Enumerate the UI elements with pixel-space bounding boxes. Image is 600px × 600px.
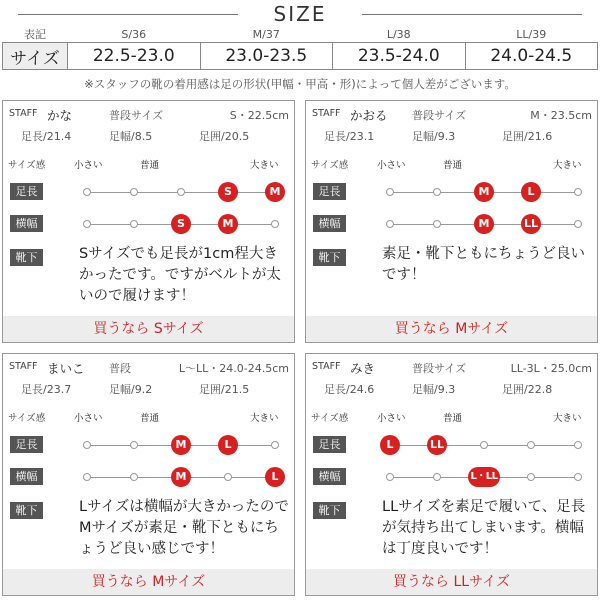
- fit-mark: M: [171, 467, 191, 487]
- usual-size-label: 普段サイズ: [412, 109, 467, 122]
- usual-size-label: 普段サイズ: [412, 362, 467, 375]
- scale-dot: [527, 441, 535, 449]
- staff-comment: Sサイズでも足長が1cm程大きかったです。ですがベルトが太いので履けます！: [79, 246, 281, 304]
- fit-mark: M: [218, 214, 238, 234]
- fit-note: ※スタッフの靴の着用感は足の形状(甲幅・甲高・形)によって個人差がございます。: [84, 77, 516, 91]
- row-label-width: 横幅: [10, 215, 43, 232]
- scale-dot: [130, 441, 138, 449]
- row-label-socks: 靴下: [10, 502, 43, 519]
- fit-mark: LL: [521, 214, 541, 234]
- purchase-verdict: 買うなら LLサイズ: [306, 569, 597, 595]
- fit-mark: L: [265, 467, 285, 487]
- staff-label: STAFF: [312, 361, 341, 372]
- scale-dot: [271, 220, 279, 228]
- usual-size-value: M・23.5cm: [530, 109, 592, 122]
- row-label-length: 足長: [313, 183, 346, 200]
- usual-size-label: 普段サイズ: [109, 109, 164, 122]
- fit-scale-small: 小さい: [377, 413, 406, 424]
- row-label-length: 足長: [313, 436, 346, 453]
- fit-scale-small: 小さい: [74, 413, 103, 424]
- usual-size-value: L〜LL・24.0-24.5cm: [178, 362, 289, 375]
- fit-scale-large: 大きい: [250, 413, 279, 424]
- scale-dot: [83, 441, 91, 449]
- length-fit-track: [87, 438, 275, 451]
- fit-mark: L: [380, 435, 400, 455]
- fit-mark: L・LL: [468, 467, 500, 487]
- staff-header: [312, 360, 592, 374]
- scale-dot: [177, 188, 185, 196]
- fit-mark: S: [218, 182, 238, 202]
- fit-mark: L: [218, 435, 238, 455]
- length-fit-track: [386, 438, 578, 451]
- size-label: LL/39: [465, 26, 598, 43]
- staff-comment: Lサイズは横幅が大きかったのでMサイズが素足・靴下ともにちょうど良い感じです！: [79, 499, 289, 557]
- fit-scale-label: サイズ感: [311, 160, 349, 171]
- row-label-socks: 靴下: [313, 249, 346, 266]
- scale-dot: [386, 220, 394, 228]
- foot-measurements: [312, 128, 592, 142]
- fit-scale-large: 大きい: [553, 413, 582, 424]
- staff-card: [305, 353, 598, 596]
- size-title: SIZE: [0, 2, 600, 26]
- fit-scale-normal: 普通: [443, 160, 463, 171]
- staff-header: [9, 107, 289, 121]
- fit-scale-large: 大きい: [250, 160, 279, 171]
- staff-label: STAFF: [9, 108, 38, 119]
- staff-label: STAFF: [9, 361, 38, 372]
- scale-dot: [83, 473, 91, 481]
- scale-dot: [224, 473, 232, 481]
- foot-width: 足幅/9.2: [109, 383, 153, 396]
- purchase-verdict: 買うなら Mサイズ: [306, 316, 597, 342]
- size-label: L/38: [333, 26, 466, 43]
- foot-girth: 足囲/22.8: [502, 383, 553, 396]
- foot-girth: 足囲/21.6: [502, 130, 553, 143]
- size-table-value-row: [3, 43, 598, 70]
- fit-scale-header: [8, 410, 293, 424]
- foot-girth: 足囲/21.5: [199, 383, 250, 396]
- size-range: 23.0-23.5: [200, 43, 333, 70]
- usual-size-value: S・22.5cm: [229, 109, 289, 122]
- fit-scale-label: サイズ感: [311, 413, 349, 424]
- foot-measurements: [9, 381, 289, 395]
- fit-mark: S: [171, 214, 191, 234]
- scale-dot: [386, 188, 394, 196]
- scale-dot: [130, 220, 138, 228]
- row-label-width: 横幅: [10, 468, 43, 485]
- fit-scale-normal: 普通: [140, 413, 160, 424]
- fit-mark: M: [171, 435, 191, 455]
- fit-mark: M: [474, 182, 494, 202]
- row-label-length: 足長: [10, 183, 43, 200]
- staff-header: [312, 107, 592, 121]
- foot-length: 足長/23.7: [21, 383, 72, 396]
- scale-dot: [433, 220, 441, 228]
- fit-scale-normal: 普通: [140, 160, 160, 171]
- scale-dot: [130, 188, 138, 196]
- fit-scale-header: [311, 157, 596, 171]
- scale-dot: [83, 188, 91, 196]
- staff-name: みき: [350, 361, 376, 376]
- staff-comment: 素足・靴下ともにちょうど良いです！: [382, 246, 585, 283]
- fit-mark: L: [521, 182, 541, 202]
- size-label: S/36: [68, 26, 201, 43]
- length-fit-track: [87, 185, 281, 198]
- foot-width: 足幅/8.5: [109, 130, 153, 143]
- length-fit-track: [390, 185, 578, 198]
- scale-dot: [574, 188, 582, 196]
- scale-dot: [130, 473, 138, 481]
- row-label-width: 横幅: [313, 468, 346, 485]
- scale-dot: [83, 220, 91, 228]
- size-table-header-label: 表記: [3, 26, 68, 43]
- scale-dot: [480, 441, 488, 449]
- scale-dot: [574, 220, 582, 228]
- foot-width: 足幅/9.3: [412, 383, 456, 396]
- fit-mark: M: [474, 214, 494, 234]
- fit-scale-header: [8, 157, 293, 171]
- purchase-verdict: 買うなら Mサイズ: [3, 569, 294, 595]
- fit-scale-small: 小さい: [377, 160, 406, 171]
- fit-scale-large: 大きい: [553, 160, 582, 171]
- staff-comment: LLサイズを素足で履いて、足長が気持ち出てしまいます。横幅は丁度良いです！: [382, 499, 586, 557]
- staff-name: かおる: [350, 108, 388, 123]
- staff-header: [9, 360, 289, 374]
- row-label-socks: 靴下: [313, 502, 346, 519]
- fit-scale-normal: 普通: [443, 413, 463, 424]
- width-fit-track: [87, 470, 279, 483]
- usual-size-value: LL-3L・25.0cm: [510, 362, 592, 375]
- foot-measurements: [312, 381, 592, 395]
- foot-girth: 足囲/20.5: [199, 130, 250, 143]
- scale-dot: [386, 473, 394, 481]
- staff-name: かな: [47, 108, 73, 123]
- row-label-width: 横幅: [313, 215, 346, 232]
- row-label-length: 足長: [10, 436, 43, 453]
- width-fit-track: [390, 217, 578, 230]
- scale-dot: [433, 188, 441, 196]
- staff-card: [2, 100, 295, 343]
- purchase-verdict: 買うなら Sサイズ: [3, 316, 294, 342]
- size-range: 22.5-23.0: [68, 43, 201, 70]
- foot-width: 足幅/9.3: [412, 130, 456, 143]
- size-range: 24.0-24.5: [465, 43, 598, 70]
- fit-scale-label: サイズ感: [8, 160, 46, 171]
- fit-mark: M: [265, 182, 285, 202]
- staff-name: まいこ: [47, 361, 85, 376]
- usual-size-label: 普段: [109, 362, 131, 375]
- width-fit-track: [87, 217, 275, 230]
- fit-mark: LL: [427, 435, 447, 455]
- foot-length: 足長/24.6: [324, 383, 375, 396]
- fit-scale-header: [311, 410, 596, 424]
- fit-scale-small: 小さい: [74, 160, 103, 171]
- foot-measurements: [9, 128, 289, 142]
- staff-card: [305, 100, 598, 343]
- width-fit-track: [390, 471, 578, 482]
- scale-dot: [574, 473, 582, 481]
- foot-length: 足長/23.1: [324, 130, 375, 143]
- scale-dot: [574, 441, 582, 449]
- size-range: 23.5-24.0: [333, 43, 466, 70]
- staff-label: STAFF: [312, 108, 341, 119]
- size-table-row-label: サイズ: [3, 43, 68, 70]
- size-label: M/37: [200, 26, 333, 43]
- scale-dot: [527, 473, 535, 481]
- scale-dot: [433, 473, 441, 481]
- scale-dot: [271, 441, 279, 449]
- fit-scale-label: サイズ感: [8, 413, 46, 424]
- foot-length: 足長/21.4: [21, 130, 72, 143]
- staff-card: [2, 353, 295, 596]
- size-table-header-row: [3, 26, 598, 43]
- size-table: [2, 26, 598, 70]
- row-label-socks: 靴下: [10, 249, 43, 266]
